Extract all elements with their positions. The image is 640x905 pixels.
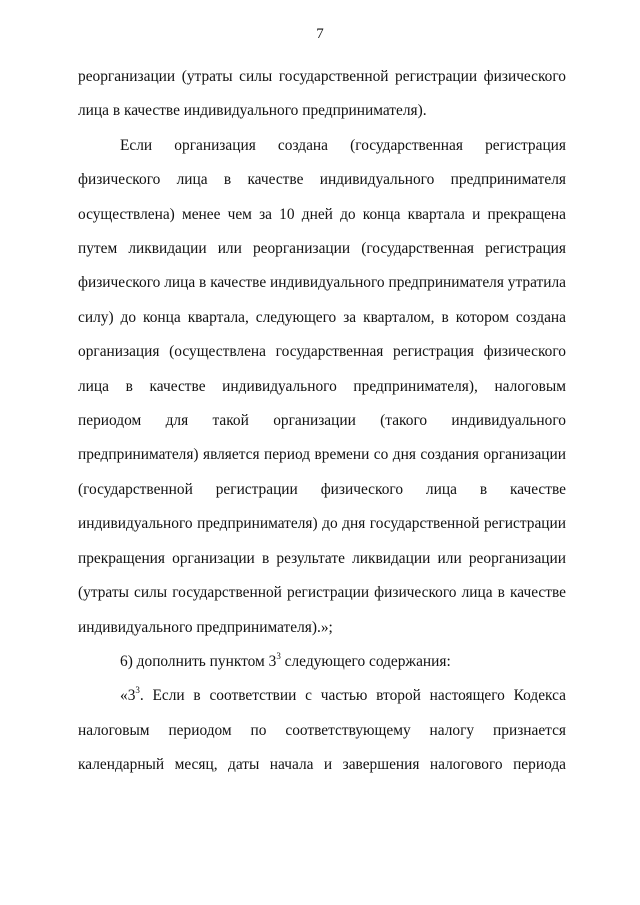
page-number: 7 (316, 26, 324, 42)
paragraph-4-text-end: . Если в соответствии с частью второй настоящего Кодекса налоговым периодом по соответствующему налогу признается календарный месяц, даты начала и завершения налогового периода (78, 687, 566, 774)
paragraph-3-text: 6) дополнить пунктом 3 (120, 652, 277, 670)
paragraph-4 (78, 679, 566, 782)
superscript: 3 (276, 650, 281, 661)
paragraph-3 (78, 645, 566, 679)
document-body (78, 60, 566, 783)
paragraph-1: реорганизации (утраты силы государственной регистрации физического лица в качестве индивидуального предпринимателя). (78, 68, 566, 120)
superscript: 3 (135, 685, 140, 696)
paragraph-4-text: «3 (120, 687, 136, 705)
paragraph-3-text-end: следующего содержания: (280, 652, 451, 670)
paragraph-2: Если организация создана (государственная регистрация физического лица в качестве индивидуального предпринимателя осуществлена) менее чем за 10 дней до конца квартала и прекращена путем ликвидации или реорганизации (государственная регистрация физического лица в качестве индивидуального предпринимателя утратила силу) до конца квартала, следующего за кварталом, в котором создана организация (осуществлена государственная регистрация физического лица в качестве индивидуального предпринимателя), налоговым периодом для такой организации (такого индивидуального предпринимателя) является период времени со дня создания организации (государственной регистрации физического лица в качестве индивидуального предпринимателя) до дня государственной регистрации прекращения организации в результате ликвидации или реорганизации (утраты силы государственной регистрации физического лица в качестве индивидуального предпринимателя).»; (78, 136, 566, 636)
